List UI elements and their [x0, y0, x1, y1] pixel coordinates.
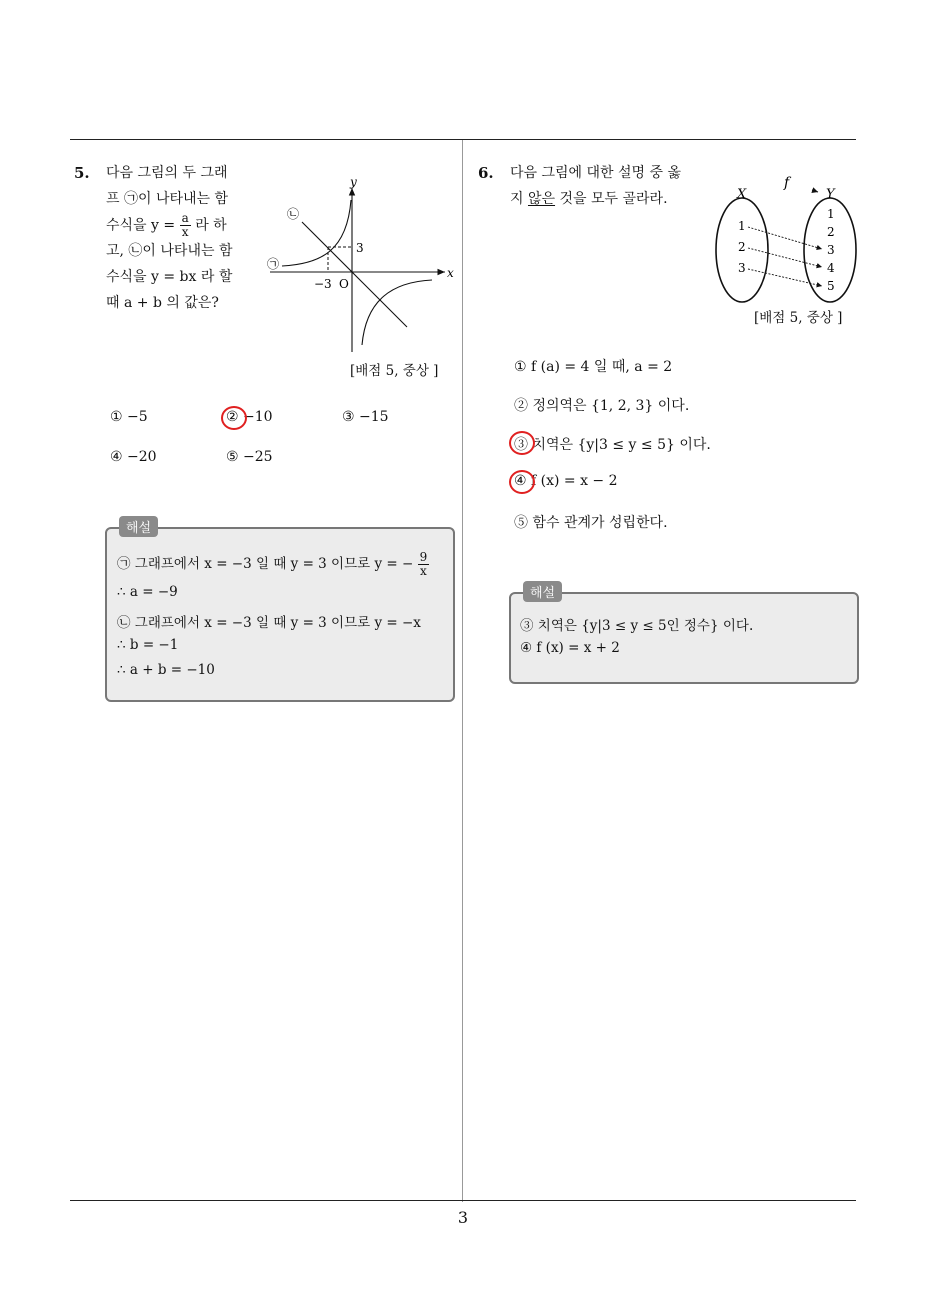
- q6-arrow-2-to-4: [748, 248, 822, 267]
- q5-origin-label: O: [339, 277, 349, 291]
- q5-line3-post: 라 하: [195, 217, 227, 234]
- q5-fraction-den: x: [181, 225, 189, 239]
- q5-choice-1[interactable]: ① −5: [110, 409, 148, 425]
- q6-set-x-label: X: [737, 187, 747, 202]
- q6-top-arrow: [812, 190, 818, 192]
- q6-answer-mark-4: [509, 470, 535, 494]
- q5-solution-line-5: ∴ a + b = −10: [117, 662, 215, 678]
- q5-solution-fraction-den: x: [420, 564, 427, 578]
- q5-line-5: 수식을 y = bx 라 할: [106, 269, 233, 285]
- q6-y-element-4: 4: [827, 261, 835, 275]
- q6-line2-pre: 지: [510, 191, 528, 207]
- q5-x-axis-label: x: [447, 266, 454, 280]
- q6-answer-mark-3: [509, 431, 535, 455]
- q6-y-element-3: 3: [827, 243, 835, 257]
- q5-line-2: 프 ㉠이 나타내는 함: [106, 191, 229, 207]
- q5-line-1: 다음 그림의 두 그래: [106, 165, 228, 181]
- bottom-rule: [70, 1200, 856, 1201]
- q6-function-label: f: [784, 175, 790, 191]
- q6-arrow-3-to-5: [748, 269, 822, 286]
- q5-question-text: [106, 160, 256, 316]
- q5-choice-5[interactable]: ⑤ −25: [226, 449, 273, 465]
- q6-score: [배점 5, 중상 ]: [754, 310, 843, 326]
- q5-solution-line1-pre: ㉠ 그래프에서 x = −3 일 때 y = 3 이므로 y = −: [117, 556, 414, 572]
- q6-y-element-2: 2: [827, 225, 835, 239]
- q5-y-tick-label: 3: [356, 241, 364, 255]
- q5-number: 5.: [74, 164, 90, 182]
- q5-x-tick-label: −3: [314, 277, 332, 291]
- q6-solution-tag: 해설: [523, 581, 562, 602]
- q5-solution-line-3: ㉡ 그래프에서 x = −3 일 때 y = 3 이므로 y = −x: [117, 615, 421, 631]
- q6-line-2: [510, 186, 710, 212]
- q6-y-element-5: 5: [827, 279, 835, 293]
- q6-line-1: 다음 그림에 대한 설명 중 옳: [510, 165, 682, 181]
- q6-x-element-3: 3: [738, 261, 746, 275]
- q5-y-axis-label: y: [350, 175, 357, 189]
- q6-line2-post: 것을 모두 골라라.: [555, 191, 668, 207]
- q6-choice-3[interactable]: ③ 치역은 {y|3 ≤ y ≤ 5} 이다.: [514, 437, 711, 453]
- q6-choice-1[interactable]: ① f (a) = 4 일 때, a = 2: [514, 359, 673, 375]
- q5-curve-label-1: ㉠: [267, 257, 280, 271]
- q5-choice-4[interactable]: ④ −20: [110, 449, 157, 465]
- q5-choice-3[interactable]: ③ −15: [342, 409, 389, 425]
- q6-solution-box: [509, 592, 859, 684]
- q5-line3-pre: 수식을 y =: [106, 217, 176, 234]
- q6-solution-line-1: ③ 치역은 {y|3 ≤ y ≤ 5인 정수} 이다.: [520, 618, 754, 634]
- q6-x-element-2: 2: [738, 240, 746, 254]
- q5-fraction: [180, 212, 191, 239]
- q6-x-element-1: 1: [738, 219, 746, 233]
- q6-choice-2[interactable]: ② 정의역은 {1, 2, 3} 이다.: [514, 398, 690, 414]
- q5-graph: [262, 170, 462, 355]
- column-divider: [462, 140, 463, 1202]
- q6-underlined-word: 않은: [527, 191, 556, 207]
- top-rule: [70, 139, 856, 140]
- q6-set-y-label: Y: [826, 187, 835, 202]
- q6-question-text: [510, 160, 710, 212]
- q5-solution-line-2: ∴ a = −9: [117, 584, 178, 600]
- q6-arrow-1-to-3: [748, 227, 822, 249]
- q5-solution-fraction-num: 9: [419, 550, 428, 564]
- q5-solution-line-4: ∴ b = −1: [117, 637, 179, 653]
- q5-solution-tag: 해설: [119, 516, 158, 537]
- q6-mapping-diagram: [708, 170, 860, 310]
- q6-solution-line-2: ④ f (x) = x + 2: [520, 640, 620, 656]
- q5-line-6: 때 a + b 의 값은?: [106, 295, 219, 311]
- q5-curve-hyperbola-q4: [362, 280, 432, 345]
- q5-score: [배점 5, 중상 ]: [350, 363, 439, 379]
- q5-solution-line-1: [117, 551, 429, 578]
- q5-answer-mark: [221, 406, 247, 430]
- q5-line-4: 고, ㉡이 나타내는 함: [106, 243, 233, 259]
- q5-fraction-num: a: [181, 211, 189, 225]
- q6-choice-4[interactable]: ④ f (x) = x − 2: [514, 473, 618, 489]
- q5-line-3: [106, 212, 256, 238]
- q5-curve-label-2: ㉡: [287, 207, 300, 221]
- q5-line-graph: [302, 222, 407, 327]
- q6-number: 6.: [478, 164, 494, 182]
- q6-y-element-1: 1: [827, 207, 835, 221]
- page-number: 3: [457, 1208, 469, 1227]
- q5-choice-2[interactable]: ② −10: [226, 409, 273, 425]
- q5-solution-fraction: [418, 551, 430, 578]
- q6-choice-5[interactable]: ⑤ 함수 관계가 성립한다.: [514, 515, 668, 531]
